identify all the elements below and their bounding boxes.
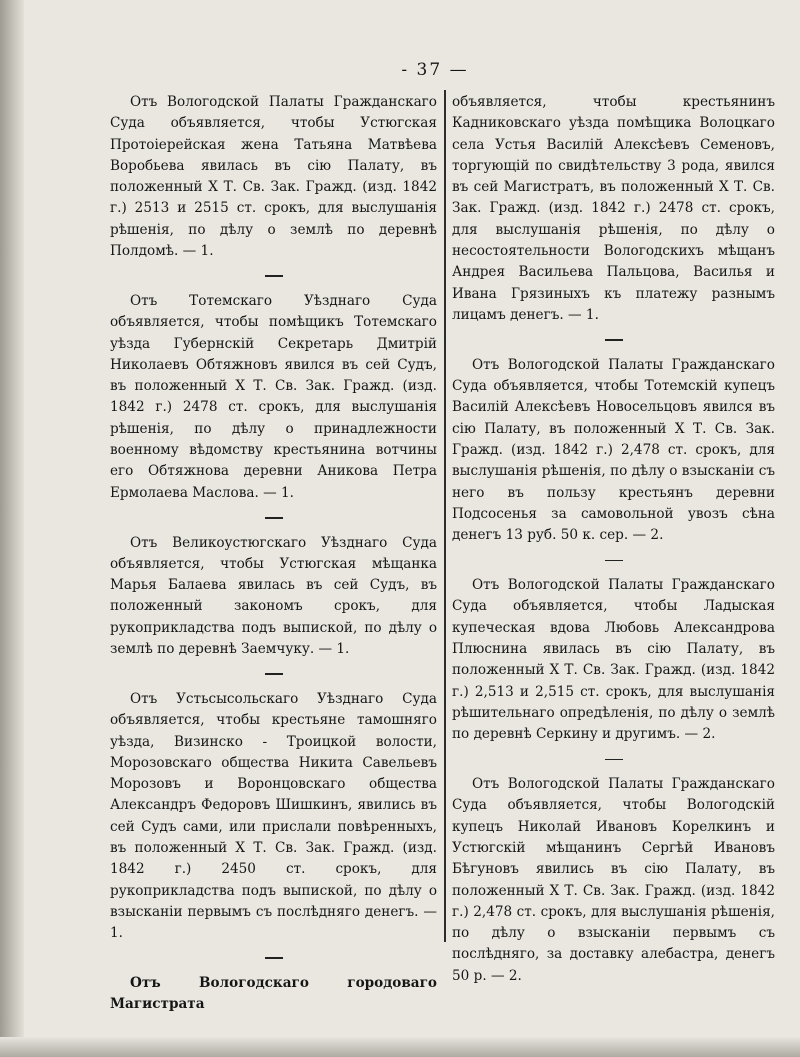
notice-separator: [265, 673, 283, 675]
page-number: - 37 —: [401, 60, 469, 80]
notice-left-4: Отъ Устьсысольскаго Уѣзднаго Суда объявляется, чтобы крестьяне тамошняго уѣзда, Визинско - Троицкой волости, Морозовскаго общества Никита Савельевъ Морозовъ и Воронцовскаго общества Александръ Федоровъ Шишкинъ, явились въ сей Судъ сами, или прислали повѣренныхъ, въ положенный X Т. Св. Зак. Гражд. (изд. 1842 г.) 2450 ст. срокъ, для рукоприкладства подъ выпиской, по дѣлу о взысканіи первымъ съ послѣдняго денегъ. — 1.: [110, 690, 437, 942]
notice-left-continued-heading: Отъ Вологодскаго городоваго Магистрата: [110, 975, 437, 1013]
notice-right-continuation: объявляется, чтобы крестьянинъ Кадниковскаго уѣзда помѣщика Волоцкаго села Устья Василій Алексѣевъ Семеновъ, торгующій по свидѣтельству 3 рода, явился въ сей Магистратъ, въ положенный X Т. Св. Зак. Гражд. (изд. 1842 г.) 2478 ст. срокъ, для выслушанія рѣшенія, по дѣлу о несостоятельности Вологодскихъ мѣщанъ Андрея Васильева Пальцова, Василья и Ивана Грязиныхъ къ платежу разнымъ лицамъ денегъ. — 1.: [452, 94, 775, 323]
notice-separator: [605, 560, 623, 562]
column-divider: [444, 90, 446, 942]
notice-separator: [605, 759, 623, 761]
notice-separator: [605, 339, 623, 341]
notice-left-2: Отъ Тотемскаго Уѣзднаго Суда объявляется, чтобы помѣщикъ Тотемскаго уѣзда Губернскій Секретарь Дмитрій Николаевъ Обтяжновъ явился въ сей Судъ, въ положенный X Т. Св. Зак. Гражд. (изд. 1842 г.) 2478 ст. срокъ, для выслушанія рѣшенія, по дѣлу о принадлежности военному вѣдомству крестьянина вотчины его Обтяжнова деревни Аникова Петра Ермолаева Маслова. — 1.: [110, 292, 437, 501]
page-bottom-edge: [0, 1037, 800, 1057]
right-column: [452, 92, 775, 987]
notice-right-1: Отъ Вологодской Палаты Гражданскаго Суда объявляется, чтобы Тотемскій купецъ Василій Алексѣевъ Новосельцовъ явился въ сію Палату, въ положенный X Т. Св. Зак. Гражд. (изд. 1842 г.) 2,478 ст. срокъ, для выслушанія рѣшенія, по дѣлу о взысканіи съ него въ пользу крестьянъ деревни Подсосенья за самовольной увозъ сѣна денегъ 13 руб. 50 к. сер. — 2.: [452, 356, 775, 544]
notice-right-3: Отъ Вологодской Палаты Гражданскаго Суда объявляется, чтобы Вологодскій купецъ Николай Ивановъ Корелкинъ и Устюгскій мѣщанинъ Сергѣй Ивановъ Бѣгуновъ явились въ сію Палату, въ положенный X Т. Св. Зак. Гражд. (изд. 1842 г.) 2,478 ст. срокъ, для выслушанія рѣшенія, по дѣлу о взысканіи первымъ съ послѣдняго, за доставку алебастра, денегъ 50 р. — 2.: [452, 776, 775, 984]
notice-separator: [265, 957, 283, 959]
notice-separator: [265, 517, 283, 519]
left-column: [110, 92, 437, 1016]
notice-right-2: Отъ Вологодской Палаты Гражданскаго Суда объявляется, чтобы Ладыская купеческая вдова Любовь Александрова Плюснина явилась въ сію Палату, въ положенный X Т. Св. Зак. Гражд. (изд. 1842 г.) 2,513 и 2,515 ст. срокъ, для выслушанія рѣшительнаго опредѣленія, по дѣлу о землѣ по деревнѣ Серкину и другимъ. — 2.: [452, 577, 775, 743]
notice-left-1: Отъ Вологодской Палаты Гражданскаго Суда объявляется, чтобы Устюгская Протоіерейская жена Татьяна Матвѣева Воробьева явилась въ сію Палату, въ положенный X Т. Св. Зак. Гражд. (изд. 1842 г.) 2513 и 2515 ст. срокъ, для выслушанія рѣшенія, по дѣлу о землѣ по деревнѣ Полдомѣ. — 1.: [110, 94, 437, 260]
notice-separator: [265, 275, 283, 277]
page-binding-edge: [0, 0, 24, 1057]
notice-left-3: Отъ Великоустюгскаго Уѣзднаго Суда объявляется, чтобы Устюгская мѣщанка Марья Балаева явилась въ сей Судъ, въ положенный закономъ срокъ, для рукоприкладства подъ выпиской, по дѣлу о землѣ по деревнѣ Заемчуку. — 1.: [110, 534, 437, 658]
